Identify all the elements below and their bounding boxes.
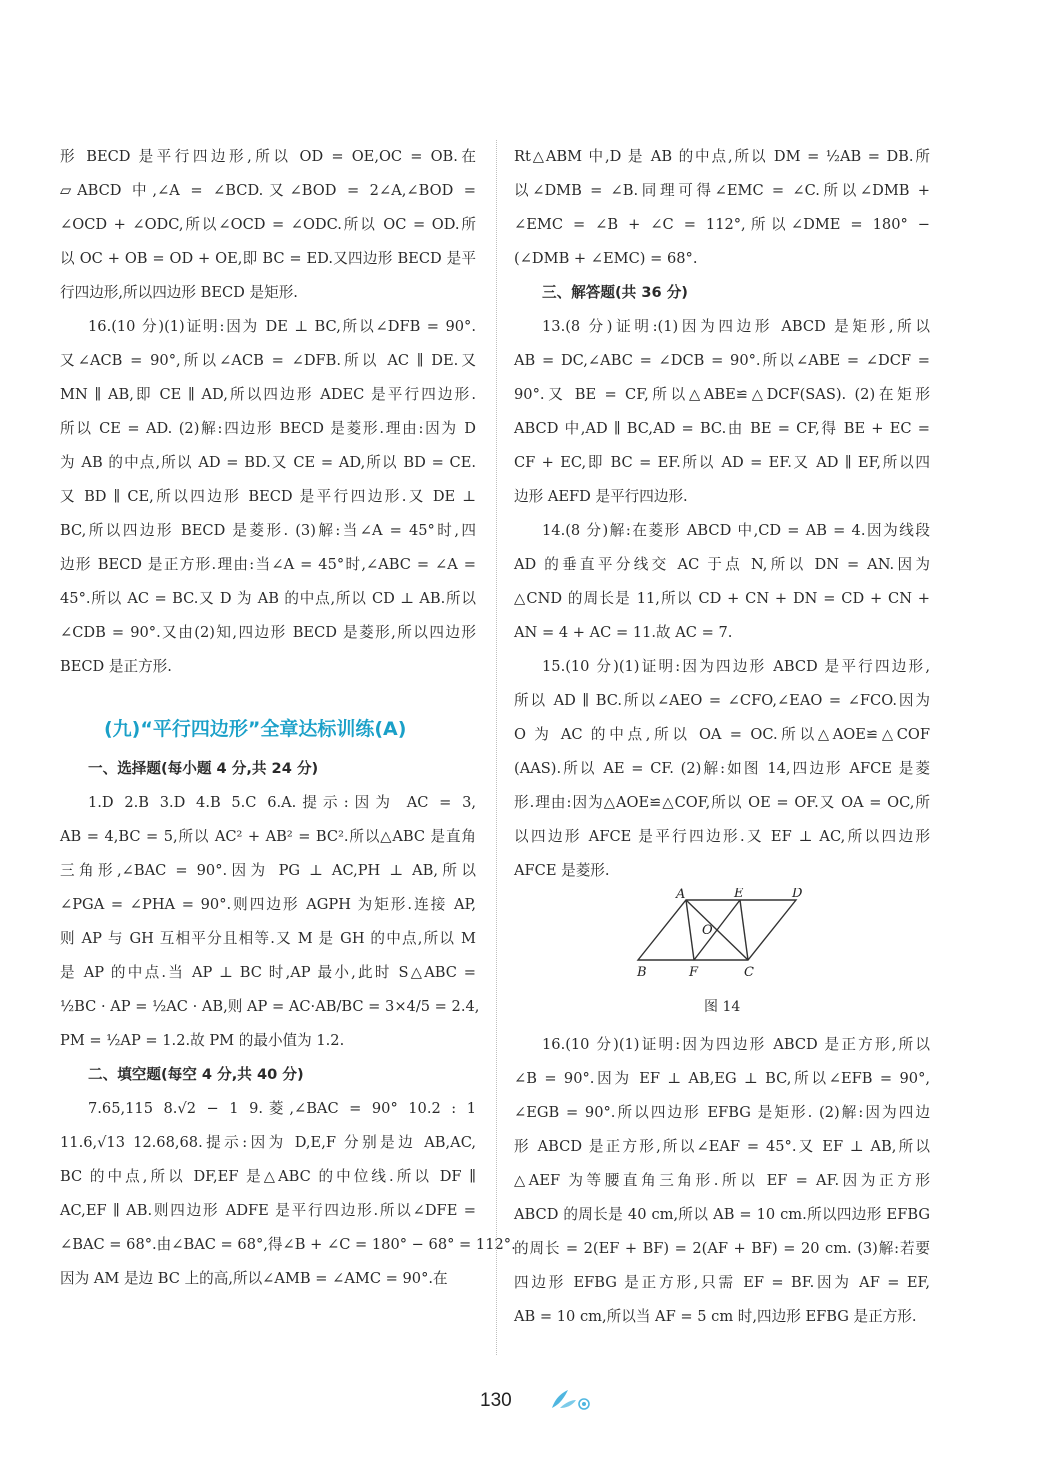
label-f: F <box>689 965 699 980</box>
column-divider <box>496 140 497 1355</box>
text-line: △AEF 为等腰直角三角形.所以 EF = AF.因为正方形 <box>514 1172 930 1189</box>
text-line: 因为 AM 是边 BC 上的高,所以∠AMB = ∠AMC = 90°.在 <box>60 1270 448 1287</box>
leaf-ornament-icon <box>548 1388 594 1416</box>
question-16-left <box>60 310 476 684</box>
text-line: ∠CDB = 90°.又由(2)知,四边形 BECD 是菱形,所以四边形 <box>60 624 476 641</box>
question-13 <box>514 310 930 514</box>
figure-14 <box>514 888 930 1028</box>
text-line: 7.65,115 8.√2 − 1 9.菱,∠BAC = 90° 10.2 : 1 <box>88 1100 476 1117</box>
figure-caption: 图 14 <box>704 999 741 1015</box>
text-line: AB = 10 cm,所以当 AF = 5 cm 时,四边形 EFBG 是正方形. <box>514 1308 917 1325</box>
right-intro <box>514 140 930 276</box>
label-e: E <box>734 888 744 901</box>
text-line: 1.D 2.B 3.D 4.B 5.C 6.A.提示:因为 AC = 3, <box>88 794 476 811</box>
parallelogram-diagram <box>634 888 834 988</box>
text-line: ∠EGB = 90°.所以四边形 EFBG 是矩形. (2)解:因为四边 <box>514 1104 930 1121</box>
section-title: (九)“平行四边形”全章达标训练(A) <box>104 718 407 740</box>
text-line: 16.(10 分)(1)证明:因为四边形 ABCD 是正方形,所以 <box>542 1036 930 1053</box>
text-line: 三角形,∠BAC = 90°.因为 PG ⊥ AC,PH ⊥ AB,所以 <box>60 862 476 879</box>
text-line: 是 AP 的中点.当 AP ⊥ BC 时,AP 最小,此时 S△ABC = <box>60 964 476 981</box>
text-line: 以 OC + OB = OD + OE,即 BC = ED.又四边形 BECD 是平 <box>60 250 476 267</box>
text-line: BC,所以四边形 BECD 是菱形. (3)解:当∠A = 45°时,四 <box>60 522 476 539</box>
question-14 <box>514 514 930 650</box>
text-line: BECD 是正方形. <box>60 658 172 675</box>
text-line: 11.6,√13 12.68,68.提示:因为 D,E,F 分别是边 AB,AC, <box>60 1134 476 1151</box>
left-intro <box>60 140 476 310</box>
segment-ec <box>740 900 748 960</box>
text-line: MN ∥ AB,即 CE ∥ AD,所以四边形 ADEC 是平行四边形. <box>60 386 476 403</box>
text-line: 15.(10 分)(1)证明:因为四边形 ABCD 是平行四边形, <box>542 658 930 675</box>
text-line: AB = 4,BC = 5,所以 AC² + AB² = BC².所以△ABC 是直角 <box>60 828 476 845</box>
text-line: ∠BAC = 68°.由∠BAC = 68°,得∠B + ∠C = 180° − 68° = 112°. <box>60 1236 516 1253</box>
label-o: O <box>702 923 713 938</box>
question-15 <box>514 650 930 888</box>
text-line: 45°.所以 AC = BC.又 D 为 AB 的中点,所以 CD ⊥ AB.所以 <box>60 590 476 607</box>
label-a: A <box>676 888 686 902</box>
text-line: ∠PGA = ∠PHA = 90°.则四边形 AGPH 为矩形.连接 AP, <box>60 896 476 913</box>
text-line: 边形 BECD 是正方形.理由:当∠A = 45°时,∠ABC = ∠A = <box>60 556 476 573</box>
text-line: 则 AP 与 GH 互相平分且相等.又 M 是 GH 的中点,所以 M <box>60 930 476 947</box>
text-line: ABCD 中,AD ∥ BC,AD = BC.由 BE = CF,得 BE + EC = <box>514 420 930 437</box>
page-number: 130 <box>480 1390 512 1411</box>
text-line: 的周长 = 2(EF + BF) = 2(AF + BF) = 20 cm. (3)解:若要 <box>514 1240 930 1257</box>
label-d: D <box>792 888 803 901</box>
text-line: 13.(8 分)证明:(1)因为四边形 ABCD 是矩形,所以 <box>542 318 930 335</box>
text-line: 14.(8 分)解:在菱形 ABCD 中,CD = AB = 4.因为线段 <box>542 522 930 539</box>
text-line: 四边形 EFBG 是正方形,只需 EF = BF.因为 AF = EF, <box>514 1274 930 1291</box>
text-line: ABCD 的周长是 40 cm,所以 AB = 10 cm.所以四边形 EFBG <box>514 1206 930 1223</box>
text-line: 形 BECD 是平行四边形,所以 OD = OE,OC = OB.在 <box>60 148 476 165</box>
text-line: AFCE 是菱形. <box>514 862 610 879</box>
text-line: 16.(10 分)(1)证明:因为 DE ⊥ BC,所以∠DFB = 90°. <box>88 318 476 335</box>
text-line: CF + EC,即 BC = EF.所以 AD = EF.又 AD ∥ EF,所以四 <box>514 454 930 471</box>
text-line: (AAS).所以 AE = CF. (2)解:如图 14,四边形 AFCE 是菱 <box>514 760 930 777</box>
text-line: PM = ½AP = 1.2.故 PM 的最小值为 1.2. <box>60 1032 345 1049</box>
text-line: ∠EMC = ∠B + ∠C = 112°,所以∠DME = 180° − <box>514 216 930 233</box>
text-line: AB = DC,∠ABC = ∠DCB = 90°.所以∠ABE = ∠DCF = <box>514 352 930 369</box>
text-line: ½BC · AP = ½AC · AB,则 AP = AC·AB/BC = 3×4/5 = 2.4, <box>60 998 480 1015</box>
segment-af <box>686 900 694 960</box>
part2-heading: 二、填空题(每空 4 分,共 40 分) <box>88 1066 304 1083</box>
question-16-right <box>514 1028 930 1334</box>
text-line: △CND 的周长是 11,所以 CD + CN + DN = CD + CN + <box>514 590 930 607</box>
label-b: B <box>637 965 647 980</box>
text-line: ∠OCD + ∠ODC,所以∠OCD = ∠ODC.所以 OC = OD.所 <box>60 216 476 233</box>
part1-heading: 一、选择题(每小题 4 分,共 24 分) <box>88 760 319 777</box>
text-line: AN = 4 + AC = 11.故 AC = 7. <box>514 624 733 641</box>
text-line: Rt△ABM 中,D 是 AB 的中点,所以 DM = ½AB = DB.所 <box>514 148 930 165</box>
left-column <box>60 140 516 1296</box>
text-line: ∠B = 90°.因为 EF ⊥ AB,EG ⊥ BC,所以∠EFB = 90°, <box>514 1070 930 1087</box>
text-line: 以∠DMB = ∠B.同理可得∠EMC = ∠C.所以∠DMB + <box>514 182 930 199</box>
part1-answers <box>60 786 480 1058</box>
text-line: 所以 CE = AD. (2)解:四边形 BECD 是菱形.理由:因为 D <box>60 420 476 437</box>
text-line: 90°.又 BE = CF,所以△ABE≌△DCF(SAS). (2)在矩形 <box>514 386 930 403</box>
text-line: 形.理由:因为△AOE≌△COF,所以 OE = OF.又 OA = OC,所 <box>514 794 930 811</box>
text-line: 又∠ACB = 90°,所以∠ACB = ∠DFB.所以 AC ∥ DE.又 <box>60 352 476 369</box>
text-line: (∠DMB + ∠EMC) = 68°. <box>514 250 698 267</box>
text-line: 又 BD ∥ CE,所以四边形 BECD 是平行四边形.又 DE ⊥ <box>60 488 476 505</box>
text-line: O 为 AC 的中点,所以 OA = OC.所以△AOE≌△COF <box>514 726 930 743</box>
text-line: AD 的垂直平分线交 AC 于点 N,所以 DN = AN.因为 <box>514 556 930 573</box>
text-line: 行四边形,所以四边形 BECD 是矩形. <box>60 284 298 301</box>
text-line: BC 的中点,所以 DF,EF 是△ABC 的中位线.所以 DF ∥ <box>60 1168 476 1185</box>
text-line: 为 AB 的中点,所以 AD = BD.又 CE = AD,所以 BD = CE. <box>60 454 476 471</box>
text-line: 形 ABCD 是正方形,所以∠EAF = 45°.又 EF ⊥ AB,所以 <box>514 1138 930 1155</box>
segment-ef <box>694 900 740 960</box>
text-line: ▱ABCD 中,∠A = ∠BCD.又∠BOD = 2∠A,∠BOD = <box>60 182 476 199</box>
part2-answers <box>60 1092 516 1296</box>
label-c: C <box>744 965 754 980</box>
text-line: 所以 AD ∥ BC.所以∠AEO = ∠CFO,∠EAO = ∠FCO.因为 <box>514 692 930 709</box>
text-line: 边形 AEFD 是平行四边形. <box>514 488 688 505</box>
part3-heading: 三、解答题(共 36 分) <box>542 284 688 301</box>
text-line: 以四边形 AFCE 是平行四边形.又 EF ⊥ AC,所以四边形 <box>514 828 930 845</box>
right-column <box>514 140 930 1334</box>
text-line: AC,EF ∥ AB.则四边形 ADFE 是平行四边形.所以∠DFE = <box>60 1202 476 1219</box>
